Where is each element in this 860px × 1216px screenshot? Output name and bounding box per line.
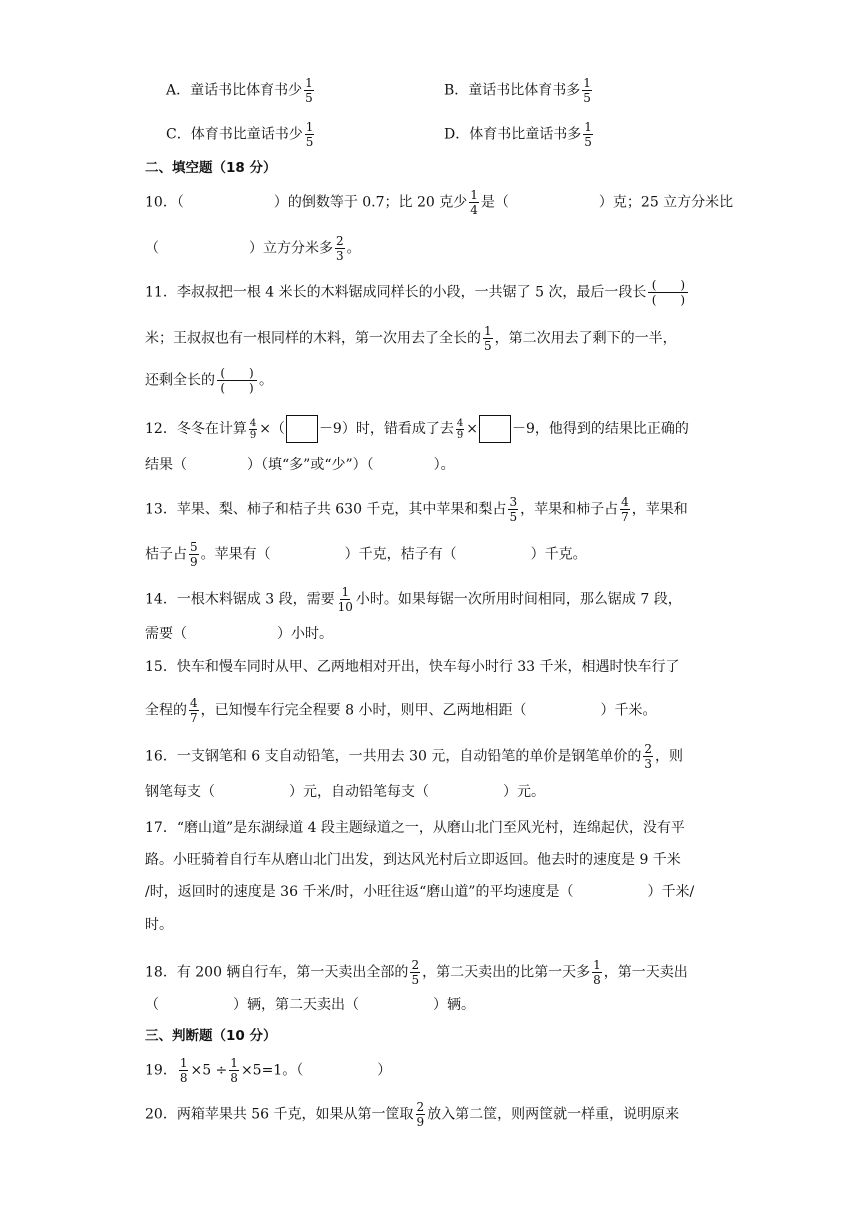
fraction: $\frac{3}{5}$	[509, 495, 518, 524]
question-16-line1: 16．一支钢笔和 6 支自动铅笔，一共用去 30 元，自动铅笔的单价是钢笔单价的 $\frac{2}{3}$ ，则	[145, 742, 683, 771]
fraction: $\frac{1}{5}$	[484, 324, 492, 353]
question-13-line2: 桔子占 $\frac{5}{9}$ 。苹果有（ ）千克，桔子有（ ）千克。	[145, 540, 587, 569]
question-14-line2: 需要（ ）小时。	[145, 626, 333, 642]
question-20: 20．两箱苹果共 56 千克，如果从第一筐取 $\frac{2}{9}$ 放入第二筐，则两筐就一样重，说明原来	[145, 1100, 680, 1129]
fraction: $\frac{4}{7}$	[621, 495, 629, 524]
section-title-fill: 二、填空题（18 分）	[145, 160, 277, 176]
question-17-line4: 时。	[145, 917, 173, 933]
fraction: $\frac{1}{5}$	[305, 76, 313, 105]
question-11-line1: 11．李叔叔把一根 4 米长的木料锯成同样长的小段，一共锯了 5 次，最后一段长 $\frac{( )}{( )}$	[145, 278, 690, 307]
answer-box	[479, 415, 511, 443]
option-b: B．童话书比体育书多 $\frac{1}{5}$	[444, 76, 591, 105]
section-title-judge: 三、判断题（10 分）	[145, 1028, 277, 1044]
question-12-line2: 结果（ ）（填“多”或“少”）（ ）。	[145, 457, 455, 473]
question-10-line1: 10．（ ）的倒数等于 0.7；比 20 克少 $\frac{1}{4}$ 是（ ）克；25 立方分米比	[145, 188, 734, 217]
fraction: $\frac{1}{10}$	[337, 585, 353, 614]
question-16-line2: 钢笔每支（ ）元，自动铅笔每支（ ）元。	[145, 784, 545, 800]
question-15-line2: 全程的 $\frac{4}{7}$ ，已知慢车行完全程要 8 小时，则甲、乙两地相距（ ）千米。	[145, 696, 657, 725]
fraction: $\frac{1}{8}$	[593, 958, 601, 987]
question-11-line3: 还剩全长的 $\frac{( )}{( )}$ 。	[145, 366, 273, 395]
fraction: $\frac{4}{7}$	[190, 696, 198, 725]
fraction: $\frac{2}{5}$	[411, 958, 420, 987]
option-a: A．童话书比体育书少 $\frac{1}{5}$	[166, 76, 313, 105]
fraction: $\frac{4}{9}$	[249, 417, 257, 441]
question-15-line1: 15．快车和慢车同时从甲、乙两地相对开出，快车每小时行 33 千米，相遇时快车行了	[145, 659, 680, 675]
fraction: $\frac{4}{9}$	[456, 417, 464, 441]
fraction: $\frac{1}{5}$	[583, 76, 591, 105]
answer-blank-fraction: $\frac{( )}{( )}$	[648, 278, 688, 307]
fraction: $\frac{1}{8}$	[230, 1056, 238, 1085]
answer-blank-fraction: $\frac{( )}{( )}$	[217, 366, 257, 395]
fraction: $\frac{1}{5}$	[584, 120, 592, 149]
question-10-line2: （ ）立方分米多 $\frac{2}{3}$ 。	[145, 234, 361, 263]
fraction: $\frac{2}{3}$	[644, 742, 652, 771]
question-19: 19． $\frac{1}{8}$ ×5 ÷ $\frac{1}{8}$ ×5=1。（ ）	[145, 1056, 392, 1085]
fraction: $\frac{1}{4}$	[470, 188, 478, 217]
question-13-line1: 13．苹果、梨、柿子和桔子共 630 千克，其中苹果和梨占 $\frac{3}{5}$ ，苹果和柿子占 $\frac{4}{7}$ ，苹果和	[145, 495, 688, 524]
question-17-line2: 路。小旺骑着自行车从磨山北门出发，到达风光村后立即返回。他去时的速度是 9 千米	[145, 852, 681, 868]
question-18-line1: 18．有 200 辆自行车，第一天卖出全部的 $\frac{2}{5}$ ，第二天卖出的比第一天多 $\frac{1}{8}$ ，第一天卖出	[145, 958, 688, 987]
question-17-line1: 17．“磨山道”是东湖绿道 4 段主题绿道之一，从磨山北门至风光村，连绵起伏，没有平	[145, 820, 685, 836]
question-11-line2: 米；王叔叔也有一根同样的木料，第一次用去了全长的 $\frac{1}{5}$ ，第二次用去了剩下的一半，	[145, 324, 677, 353]
answer-box	[286, 415, 318, 443]
question-12-line1: 12．冬冬在计算 $\frac{4}{9}$ ×（ －9）时，错看成了去 $\frac{4}{9}$ × －9，他得到的结果比正确的	[145, 415, 689, 443]
fraction: $\frac{5}{9}$	[190, 540, 198, 569]
fraction: $\frac{1}{5}$	[305, 120, 314, 149]
question-18-line2: （ ）辆，第二天卖出（ ）辆。	[145, 997, 475, 1013]
fraction: $\frac{2}{9}$	[416, 1100, 425, 1129]
question-14-line1: 14．一根木料锯成 3 段，需要 $\frac{1}{10}$ 小时。如果每锯一次所用时间相同，那么锯成 7 段，	[145, 585, 682, 614]
option-c: C．体育书比童话书少 $\frac{1}{5}$	[166, 120, 314, 149]
option-d: D．体育书比童话书多 $\frac{1}{5}$	[444, 120, 592, 149]
fraction: $\frac{1}{8}$	[179, 1056, 188, 1085]
question-17-line3: /时，返回时的速度是 36 千米/时，小旺往返“磨山道”的平均速度是（ ）千米/	[145, 884, 695, 900]
fraction: $\frac{2}{3}$	[336, 234, 344, 263]
